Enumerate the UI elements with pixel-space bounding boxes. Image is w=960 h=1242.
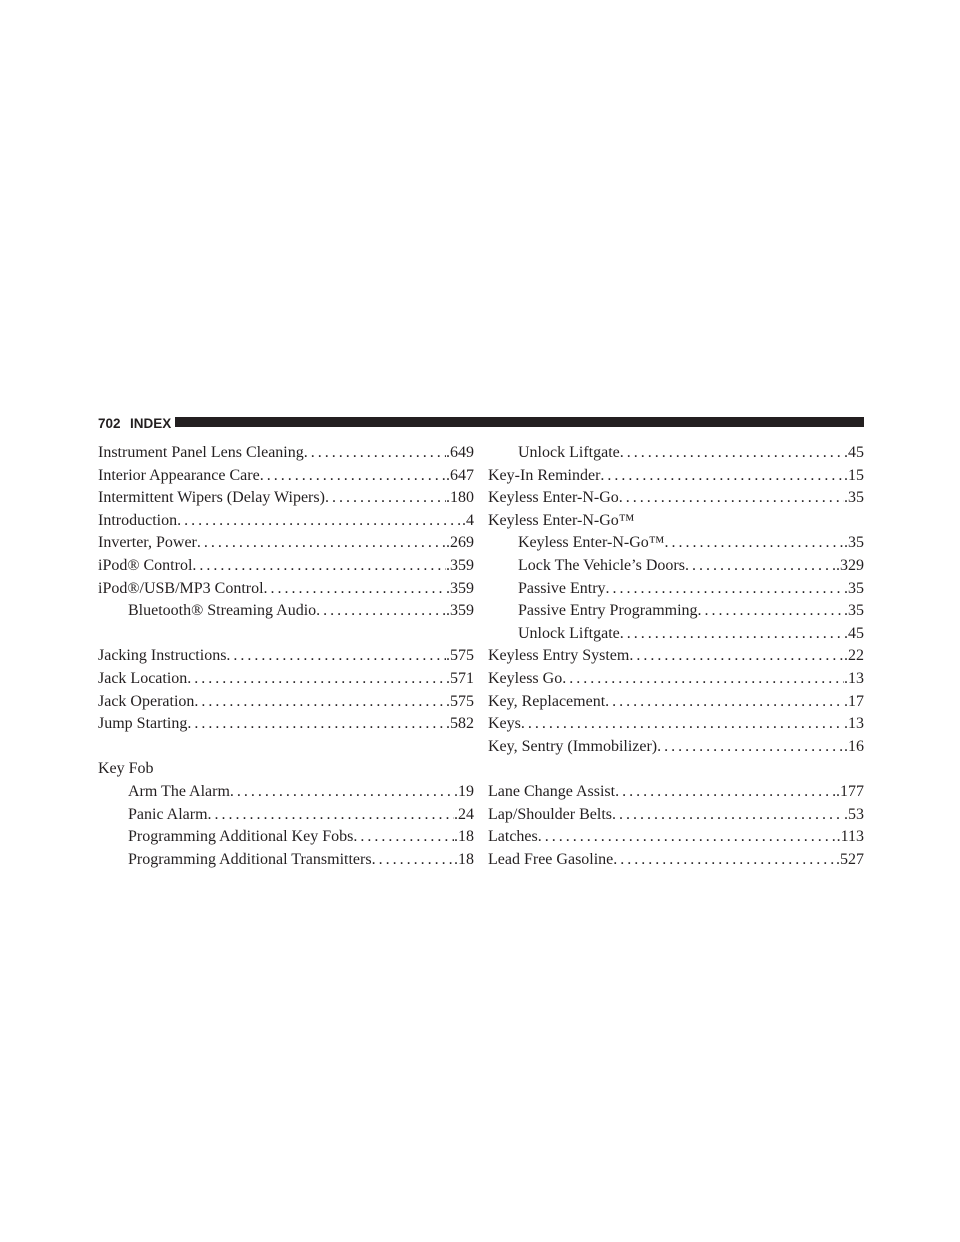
- entry-page-number: .575: [446, 692, 474, 710]
- entry-page-number: .18: [454, 850, 474, 868]
- index-subentry[interactable]: [98, 781, 474, 804]
- index-column-right: [488, 442, 864, 871]
- index-column-left: [98, 442, 474, 871]
- index-entry[interactable]: [98, 691, 474, 714]
- index-subentry[interactable]: [488, 555, 864, 578]
- index-entry[interactable]: [488, 713, 864, 736]
- dot-leader: [197, 532, 446, 555]
- index-entry[interactable]: [488, 668, 864, 691]
- index-subentry[interactable]: [488, 600, 864, 623]
- entry-label: Latches: [488, 828, 538, 846]
- entry-label: Key, Replacement: [488, 692, 606, 710]
- entry-page-number: .35: [844, 534, 864, 552]
- index-subentry[interactable]: [98, 804, 474, 827]
- entry-label: Keyless Enter-N-Go: [488, 489, 619, 507]
- index-entry[interactable]: [488, 487, 864, 510]
- dot-leader: [613, 849, 836, 872]
- dot-leader: [538, 826, 837, 849]
- entry-label: Key, Sentry (Immobilizer): [488, 737, 658, 755]
- entry-label: Lock The Vehicle’s Doors: [518, 556, 685, 574]
- index-subentry[interactable]: [98, 600, 474, 623]
- index-entry[interactable]: [98, 510, 474, 533]
- index-subentry[interactable]: [98, 849, 474, 872]
- entry-label: Passive Entry: [518, 579, 606, 597]
- dot-leader: [316, 600, 446, 623]
- dot-leader: [177, 510, 462, 533]
- entry-page-number: .359: [446, 579, 474, 597]
- entry-label: Lead Free Gasoline: [488, 850, 614, 868]
- entry-page-number: .329: [836, 556, 864, 574]
- dot-leader: [605, 691, 844, 714]
- entry-page-number: .19: [454, 782, 474, 800]
- entry-label: Unlock Liftgate: [518, 624, 620, 642]
- index-subentry[interactable]: [488, 578, 864, 601]
- entry-label: Keyless Entry System: [488, 647, 630, 665]
- entry-label: Introduction: [98, 511, 178, 529]
- entry-page-number: .53: [844, 805, 864, 823]
- entry-page-number: .35: [844, 489, 864, 507]
- index-subentry[interactable]: [98, 826, 474, 849]
- index-entry[interactable]: [488, 736, 864, 759]
- index-entry[interactable]: [98, 465, 474, 488]
- section-title: INDEX: [130, 416, 172, 431]
- entry-page-number: .582: [446, 715, 474, 733]
- entry-label: Inverter, Power: [98, 534, 197, 552]
- entry-label: Jacking Instructions: [98, 647, 227, 665]
- entry-page-number: .45: [844, 444, 864, 461]
- entry-page-number: .35: [844, 579, 864, 597]
- index-entry[interactable]: [98, 668, 474, 691]
- index-entry[interactable]: [98, 645, 474, 668]
- page-number: 702: [98, 416, 121, 431]
- dot-leader: [664, 532, 844, 555]
- entry-label: Intermittent Wipers (Delay Wipers): [98, 489, 325, 507]
- index-entry[interactable]: [98, 532, 474, 555]
- entry-page-number: .359: [446, 602, 474, 620]
- index-subentry[interactable]: [488, 532, 864, 555]
- entry-page-number: .269: [446, 534, 474, 552]
- dot-leader: [264, 578, 446, 601]
- entry-page-number: .359: [446, 556, 474, 574]
- dot-leader: [187, 668, 446, 691]
- group-spacer: [488, 758, 864, 781]
- dot-leader: [606, 578, 844, 601]
- entry-label: Key-In Reminder: [488, 466, 601, 484]
- dot-leader: [620, 442, 844, 465]
- header-rule: [175, 417, 864, 427]
- entry-label: Jack Location: [98, 669, 188, 687]
- entry-label: Keys: [488, 715, 521, 733]
- entry-page-number: .113: [836, 828, 864, 846]
- index-subentry[interactable]: [488, 623, 864, 646]
- dot-leader: [192, 555, 446, 578]
- dot-leader: [260, 465, 446, 488]
- entry-label: Jump Starting: [98, 715, 188, 733]
- dot-leader: [685, 555, 836, 578]
- entry-page-number: .24: [454, 805, 474, 823]
- entry-label: Keyless Enter-N-Go™: [518, 534, 665, 552]
- entry-label: Instrument Panel Lens Cleaning: [98, 444, 304, 461]
- entry-label: Passive Entry Programming: [518, 602, 698, 620]
- index-entry[interactable]: [488, 781, 864, 804]
- entry-page-number: .22: [844, 647, 864, 665]
- entry-label: Interior Appearance Care: [98, 466, 260, 484]
- dot-leader: [562, 668, 844, 691]
- entry-label: iPod®/USB/MP3 Control: [98, 579, 264, 597]
- index-subentry[interactable]: [488, 442, 864, 465]
- dot-leader: [208, 804, 454, 827]
- entry-label: Lane Change Assist: [488, 782, 616, 800]
- index-entry[interactable]: [98, 713, 474, 736]
- entry-page-number: .16: [844, 737, 864, 755]
- dot-leader: [304, 442, 446, 465]
- dot-leader: [619, 487, 844, 510]
- entry-label: Arm The Alarm: [128, 782, 230, 800]
- index-entry[interactable]: [488, 645, 864, 668]
- index-entry[interactable]: [98, 578, 474, 601]
- entry-page-number: .35: [844, 602, 864, 620]
- dot-leader: [372, 849, 454, 872]
- index-entry[interactable]: [98, 555, 474, 578]
- index-entry[interactable]: [488, 465, 864, 488]
- dot-leader: [612, 804, 844, 827]
- dot-leader: [353, 826, 454, 849]
- entry-label: Jack Operation: [98, 692, 195, 710]
- index-entry[interactable]: [488, 826, 864, 849]
- entry-page-number: .571: [446, 669, 474, 687]
- entry-page-number: .177: [836, 782, 864, 800]
- page-header: [98, 414, 864, 434]
- entry-page-number: .180: [446, 489, 474, 507]
- dot-leader: [194, 691, 446, 714]
- dot-leader: [600, 465, 844, 488]
- dot-leader: [615, 781, 836, 804]
- index-heading: Key Fob: [98, 760, 154, 778]
- entry-page-number: .18: [454, 828, 474, 846]
- entry-label: Bluetooth® Streaming Audio: [128, 602, 317, 620]
- index-entry[interactable]: [488, 849, 864, 872]
- entry-label: Programming Additional Transmitters: [128, 850, 372, 868]
- dot-leader: [226, 645, 446, 668]
- dot-leader: [698, 600, 844, 623]
- dot-leader: [325, 487, 446, 510]
- entry-label: Keyless Go: [488, 669, 563, 687]
- entry-page-number: .45: [844, 624, 864, 642]
- index-entry[interactable]: [98, 487, 474, 510]
- dot-leader: [629, 645, 844, 668]
- entry-page-number: .17: [844, 692, 864, 710]
- entry-page-number: .527: [836, 850, 864, 868]
- index-entry[interactable]: [488, 691, 864, 714]
- entry-label: Panic Alarm: [128, 805, 208, 823]
- entry-page-number: .15: [844, 466, 864, 484]
- dot-leader: [230, 781, 454, 804]
- dot-leader: [521, 713, 844, 736]
- entry-page-number: .647: [446, 466, 474, 484]
- entry-label: Lap/Shoulder Belts: [488, 805, 612, 823]
- index-entry[interactable]: [98, 442, 474, 465]
- index-heading: Keyless Enter-N-Go™: [488, 511, 635, 529]
- entry-page-number: .13: [844, 669, 864, 687]
- entry-page-number: .649: [446, 444, 474, 461]
- dot-leader: [657, 736, 844, 759]
- dot-leader: [187, 713, 446, 736]
- group-spacer: [98, 623, 474, 646]
- entry-page-number: .4: [462, 511, 474, 529]
- entry-label: Programming Additional Key Fobs: [128, 828, 354, 846]
- entry-label: Unlock Liftgate: [518, 444, 620, 461]
- group-spacer: [98, 736, 474, 759]
- entry-page-number: .13: [844, 715, 864, 733]
- entry-page-number: .575: [446, 647, 474, 665]
- dot-leader: [620, 623, 844, 646]
- entry-label: iPod® Control: [98, 556, 193, 574]
- index-entry[interactable]: [488, 804, 864, 827]
